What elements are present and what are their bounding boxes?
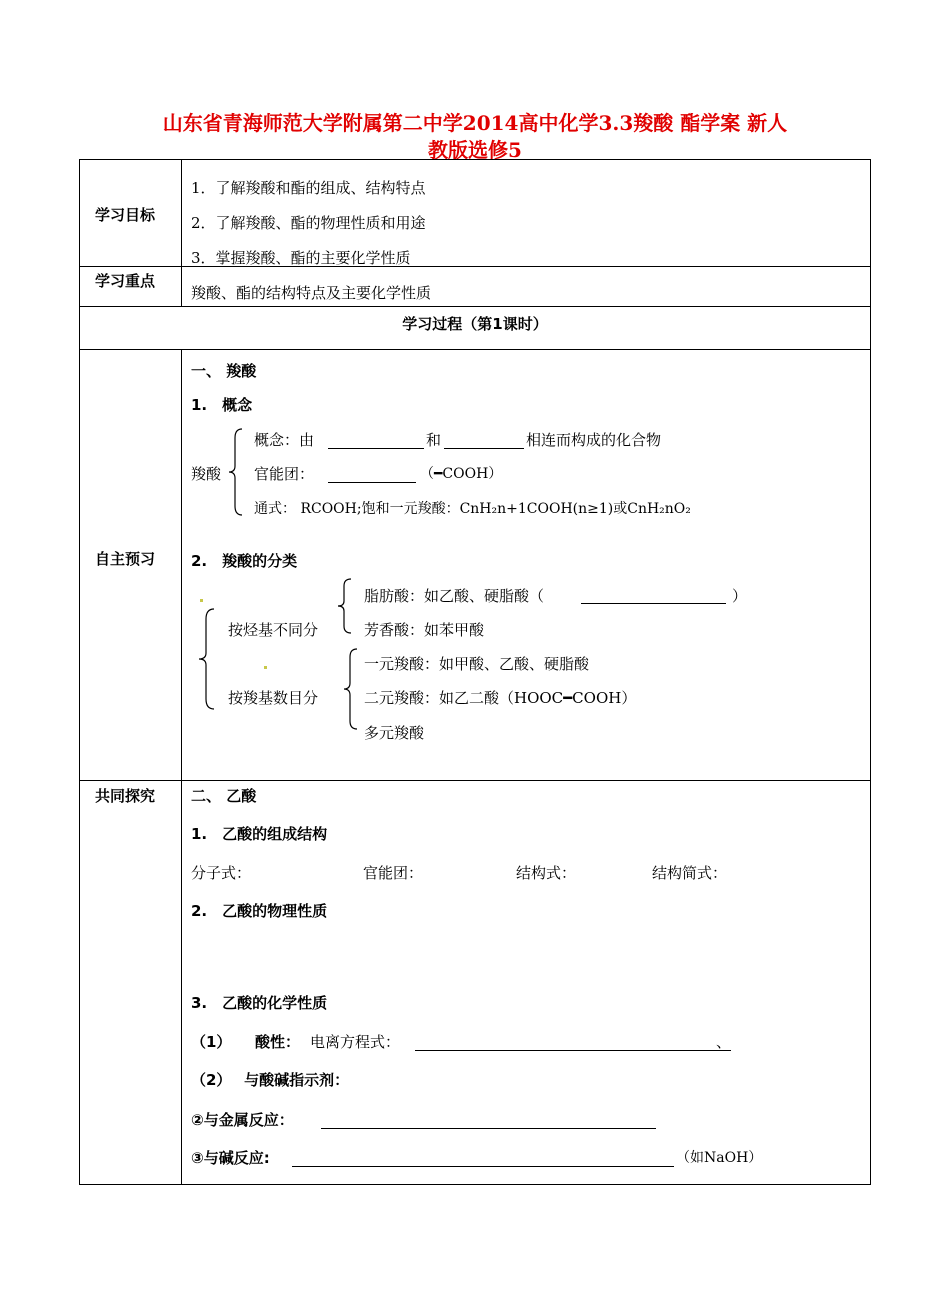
- by-hydrocarbon-label: 按烃基不同分: [228, 621, 319, 639]
- functional-group-text: （━COOH）: [420, 466, 503, 482]
- blank-line: [328, 448, 424, 449]
- ionization-equation-label: 电离方程式：: [310, 1033, 401, 1051]
- molecular-formula-label: 分子式：: [191, 864, 252, 882]
- indicator-text: （2） 与酸碱指示剂：: [191, 1071, 350, 1089]
- left-brace-icon: [228, 428, 244, 516]
- physical-properties-title: 2. 乙酸的物理性质: [191, 902, 328, 920]
- acidity-label: 酸性：: [255, 1033, 301, 1051]
- condensed-formula-label: 结构简式：: [652, 864, 728, 882]
- marker-dot: [264, 666, 267, 669]
- blank-line: [581, 603, 726, 604]
- chemical-properties-title: 3. 乙酸的化学性质: [191, 994, 328, 1012]
- title-line-2: 教版选修5: [428, 138, 522, 162]
- focus-text: 羧酸、酯的结构特点及主要化学性质: [191, 284, 432, 302]
- base-reaction-label: ③与碱反应:: [191, 1149, 270, 1167]
- concept-text-a: 概念：由: [254, 431, 315, 449]
- dicarboxylic-text: 二元羧酸：如乙二酸（HOOC━COOH）: [364, 689, 637, 707]
- base-reaction-example: （如NaOH）: [676, 1150, 763, 1166]
- left-brace-icon: [337, 578, 353, 634]
- concept-title: 1. 概念: [191, 396, 253, 414]
- structural-formula-label: 结构式：: [516, 864, 577, 882]
- marker-dot: [200, 599, 203, 602]
- functional-group-label-2: 官能团：: [363, 864, 424, 882]
- goal-item-3: 3．掌握羧酸、酯的主要化学性质: [191, 249, 411, 267]
- column-divider: [181, 349, 182, 1185]
- row-divider: [80, 780, 870, 781]
- functional-group-label: 官能团：: [254, 465, 315, 483]
- process-header: 学习过程（第1课时）: [402, 315, 548, 333]
- classification-title: 2. 羧酸的分类: [191, 552, 298, 570]
- polycarboxylic-text: 多元羧酸: [364, 724, 425, 742]
- title-line-1: 山东省青海师范大学附属第二中学2014高中化学3.3羧酸 酯学案 新人: [162, 111, 788, 135]
- study-plan-table: [79, 159, 871, 1185]
- blank-line: [444, 448, 524, 449]
- explore-label: 共同探究: [95, 787, 156, 805]
- blank-line: [328, 482, 416, 483]
- row-divider: [80, 306, 870, 307]
- blank-line: [292, 1166, 674, 1167]
- metal-reaction-label: ②与金属反应：: [191, 1111, 294, 1129]
- left-brace-icon: [343, 648, 359, 730]
- focus-label: 学习重点: [95, 272, 156, 290]
- concept-text-b: 和: [426, 431, 442, 449]
- acidity-number: （1）: [191, 1033, 232, 1051]
- fatty-acid-text: 脂肪酸：如乙酸、硬脂酸（: [364, 587, 545, 605]
- goal-item-1: 1．了解羧酸和酯的组成、结构特点: [191, 179, 426, 197]
- blank-line: [415, 1050, 731, 1051]
- column-divider: [181, 160, 182, 306]
- concept-text-c: 相连而构成的化合物: [526, 431, 662, 449]
- section-acetic-acid: 二、 乙酸: [191, 787, 257, 805]
- goals-label: 学习目标: [95, 206, 156, 224]
- row-divider: [80, 349, 870, 350]
- monocarboxylic-text: 一元羧酸：如甲酸、乙酸、硬脂酸: [364, 655, 590, 673]
- section-carboxylic-acid: 一、 羧酸: [191, 362, 257, 380]
- blank-line: [321, 1128, 656, 1129]
- preview-label: 自主预习: [95, 550, 156, 568]
- document-title: [80, 110, 870, 164]
- composition-title: 1. 乙酸的组成结构: [191, 825, 328, 843]
- by-carboxyl-label: 按羧基数目分: [228, 689, 319, 707]
- general-formula: 通式： RCOOH;饱和一元羧酸：CnH₂n+1COOH(n≥1)或CnH₂nO₂: [254, 501, 691, 517]
- left-brace-icon: [198, 608, 216, 710]
- goal-item-2: 2．了解羧酸、酯的物理性质和用途: [191, 214, 426, 232]
- acidity-end-mark: 、: [716, 1033, 732, 1051]
- brace-label-carboxylic-acid: 羧酸: [191, 465, 222, 483]
- aromatic-acid-text: 芳香酸：如苯甲酸: [364, 621, 485, 639]
- fatty-acid-end: ）: [732, 587, 748, 605]
